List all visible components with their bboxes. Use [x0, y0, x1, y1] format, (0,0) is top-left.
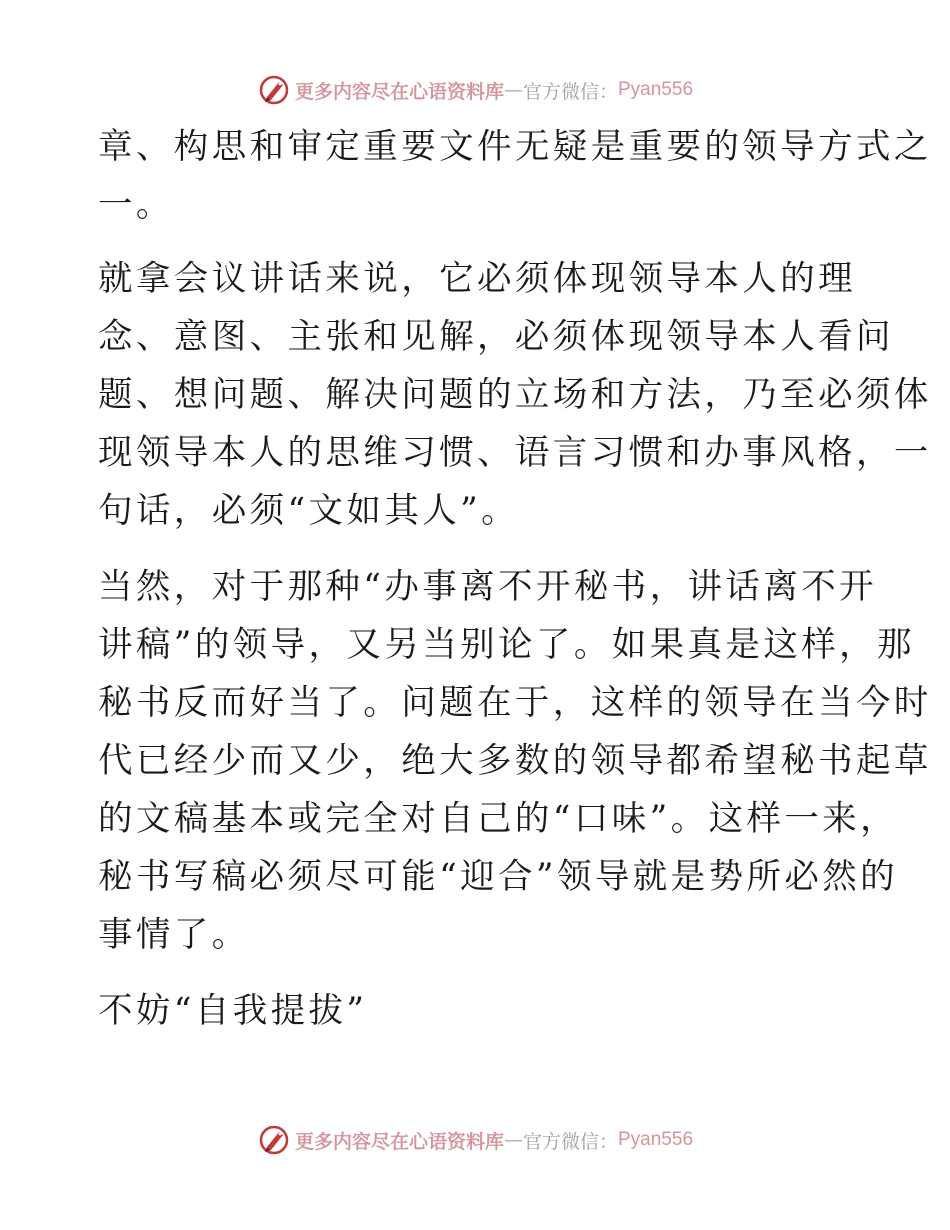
text-line: 一。: [98, 185, 174, 225]
text-line: 代已经少而又少，绝大多数的领导都希望秘书起草: [98, 741, 932, 781]
section-heading: [98, 982, 858, 1040]
text-line: 题、想问题、解决问题的立场和方法，乃至必须体: [98, 375, 932, 415]
text-line: 句话，必须“文如其人”。: [98, 491, 520, 531]
banner-wechat-label: 官方微信：: [522, 1130, 618, 1153]
banner-text: 更多内容尽在心语资料库: [294, 80, 504, 103]
document-body: [98, 118, 932, 1040]
text-line: 的文稿基本或完全对自己的“口味”。这样一来，: [98, 799, 899, 839]
paragraph-2: [98, 250, 932, 540]
text-line: 不妨“自我提拔”: [98, 991, 368, 1031]
text-line: 讲稿”的领导，又另当别论了。如果真是这样，那: [98, 625, 915, 665]
text-line: 章、构思和审定重要文件无疑是重要的领导方式之: [98, 127, 932, 167]
pen-logo-icon: [257, 73, 291, 107]
header-banner: [0, 70, 950, 110]
text-line: 事情了。: [98, 915, 250, 955]
text-line: 就拿会议讲话来说，它必须体现领导本人的理: [98, 259, 856, 299]
paragraph-1: [98, 118, 932, 234]
banner-wechat-label: 官方微信：: [522, 80, 618, 103]
text-line: 现领导本人的思维习惯、语言习惯和办事风格，一: [98, 433, 932, 473]
text-line: 当然，对于那种“办事离不开秘书，讲话离不开: [98, 567, 878, 607]
banner-wechat-id: Pyan556: [618, 79, 694, 100]
text-line: 秘书反而好当了。问题在于，这样的领导在当今时: [98, 683, 932, 723]
banner-text: 更多内容尽在心语资料库: [294, 1130, 504, 1153]
footer-banner: [0, 1120, 950, 1160]
banner-separator: —: [503, 79, 523, 101]
paragraph-3: [98, 558, 932, 964]
pen-logo-icon: [257, 1123, 291, 1157]
text-line: 秘书写稿必须尽可能“迎合”领导就是势所必然的: [98, 857, 899, 897]
banner-separator: —: [503, 1129, 523, 1151]
banner-wechat-id: Pyan556: [618, 1129, 694, 1150]
text-line: 念、意图、主张和见解，必须体现领导本人看问: [98, 317, 894, 357]
